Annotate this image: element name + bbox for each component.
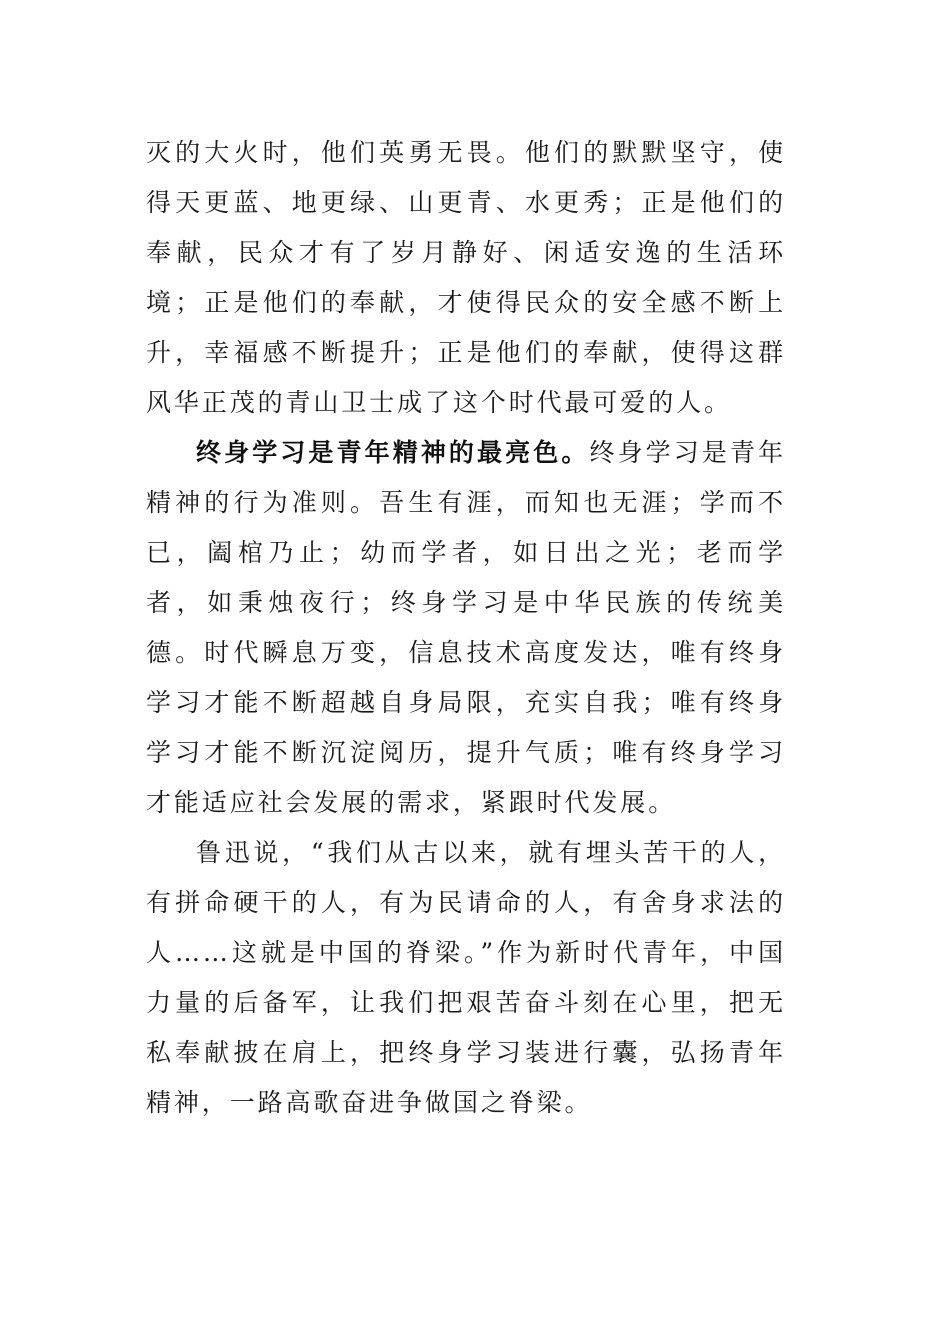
paragraph-1-text: 灭的大火时，他们英勇无畏。他们的默默坚守，使得天更蓝、地更绿、山更青、水更秀；正是他们的奉献，民众才有了岁月静好、闲适安逸的生活环境；正是他们的奉献，才使得民众的安全感不断上升，幸福感不断提升；正是他们的奉献，使得这群风华正茂的青山卫士成了这个时代最可爱的人。 [146, 138, 786, 417]
paragraph-3 [146, 828, 786, 1128]
paragraph-1 [146, 128, 786, 428]
paragraph-2 [146, 428, 786, 828]
paragraph-3-text: 鲁迅说，“我们从古以来，就有埋头苦干的人，有拼命硬干的人，有为民请命的人，有舍身求法的人……这就是中国的脊梁。”作为新时代青年，中国力量的后备军，让我们把艰苦奋斗刻在心里，把无私奉献披在肩上，把终身学习装进行囊，弘扬青年精神，一路高歌奋进争做国之脊梁。 [146, 838, 786, 1117]
document-body [146, 128, 786, 1128]
paragraph-2-lead-sentence: 终身学习是青年精神的最亮色。 [196, 438, 590, 467]
paragraph-2-text: 终身学习是青年精神的行为准则。吾生有涯，而知也无涯；学而不已，阖棺乃止；幼而学者，如日出之光；老而学者，如秉烛夜行；终身学习是中华民族的传统美德。时代瞬息万变，信息技术高度发达，唯有终身学习才能不断超越自身局限，充实自我；唯有终身学习才能不断沉淀阅历，提升气质；唯有终身学习才能适应社会发展的需求，紧跟时代发展。 [146, 438, 786, 817]
